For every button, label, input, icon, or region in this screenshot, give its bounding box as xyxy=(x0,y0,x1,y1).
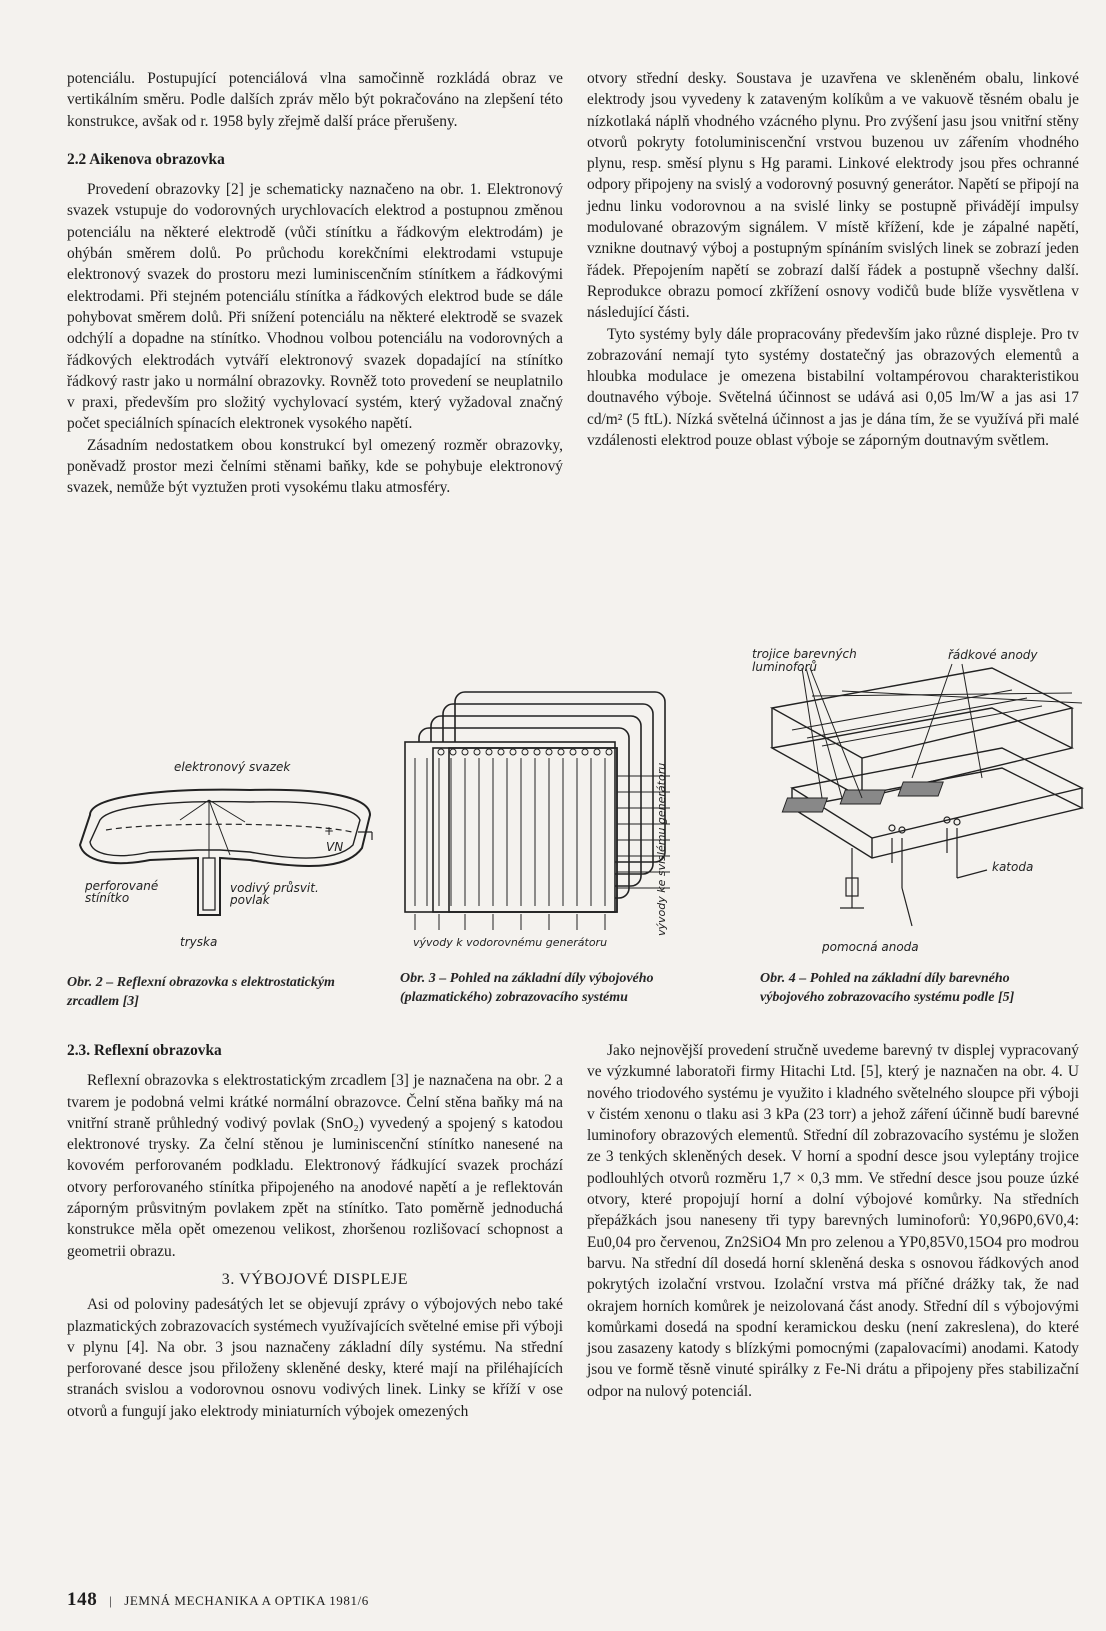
figure-2 xyxy=(70,760,370,960)
reflex-tube-drawing xyxy=(70,760,370,960)
label-phosphor-triple: trojice barevných luminoforů xyxy=(752,647,857,674)
label-plus: + xyxy=(324,824,335,838)
caption-fig-4: Obr. 4 – Pohled na základní díly barevného výbojového zobrazovacího systému podle [5] xyxy=(760,971,1015,1005)
section-heading-2-3: 2.3. Reflexní obrazovka xyxy=(67,1042,222,1059)
paragraph: Jako nejnovější provedení stručně uvedeme barevný tv displej vypracovaný ve výzkumné laboratoři firmy Hitachi Ltd. [5], který je naznačen na obr. 4. U nového triodového systému je využito i kladného světelného sloupce při výboji v čistém xenonu o tlaku asi 3 kPa (23 torr) a jehož záření účinně budí barevné luminofory obrazových elementů. Střední díl zobrazovacího systému je složen ze 3 tenkých skleněných desek. V horní a spodní desce jsou vyleptány trojice podlouhlých otvorů rozměru 1,7 × 0,3 mm. Ve střední desce jsou pouze úzké otvory, které propojují horní a dolní výbojové komůrky. Na středních přepážkách jsou naneseny tři typy barevných luminoforů: Y0,96P0,6V0,4: Eu0,04 pro červenou, Zn2SiO4 Mn pro zelenou a YP0,85V0,15O4 pro modrou barvu. Na střední díl dosedá horní skleněná deska s osnovou řádkových anod pokrytých izolační vrstvou. Izolační vrstva má příčné drážky tak, že nad okrajem horních komůrek je neizolovaná část anody. Střední díl s výbojovými komůrkami dosedá na spodní keramickou desku (není zakreslena), do které jsou zasazeny katody s blízkými pomocnými (zapalovacími) anodami. Katody jsou ve formě těsně vinuté spirálky z Fe-Ni drátu a připojeny přes stabilizační odpor na nulový potenciál. xyxy=(587,1042,1079,1400)
label-horizontal-generator: vývody k vodorovnému generátoru xyxy=(413,936,608,949)
paragraph: otvory střední desky. Soustava je uzavřena ve skleněném obalu, linkové elektrody jsou vyvedeny k zataveným kolíkům a ve vakuově těsném obalu je nízkotlaká náplň vhodného vzácného plynu. Pro zvýšení jasu jsou vnitřní stěny otvorů pokryty fotoluminiscenční vrstvou buzenou uv zářením vhodného plynu, resp. směsí plynu s Hg parami. Linkové elektrody jsou přes ochranné odpory připojeny na svislý a vodorovný posuvný generátor. Napětí se připojí na jednu linku vodorovnou a na svislé linky se postupně přivádějí impulsy modulované obrazovým signálem. V místě křížení, kde je zápalné napětí, vznikne doutnavý výboj a postupným spínáním svislých linek se zobrazí jeden řádek. Přepojením napětí se zobrazí další řádek a postupně všechny další. Reprodukce obrazu pomocí zkřížení osnovy vodičů bude blíže vysvětlena v následující části. xyxy=(587,70,1079,322)
caption-fig-2: Obr. 2 – Reflexní obrazovka s elektrostatickým zrcadlem [3] xyxy=(67,975,335,1009)
color-plasma-drawing xyxy=(752,648,1092,966)
label-row-anodes: řádkové anody xyxy=(948,648,1038,662)
right-column-bottom xyxy=(587,1040,1079,1402)
page-number: 148 xyxy=(67,1589,98,1610)
label-screen: perforované stínítko xyxy=(85,879,159,905)
label-beam: elektronový svazek xyxy=(174,760,291,774)
label-coat: vodivý průsvit. povlak xyxy=(230,881,319,907)
section-heading-3: 3. VÝBOJOVÉ DISPLEJE xyxy=(221,1270,409,1288)
paragraph: Asi od poloviny padesátých let se objevují zprávy o výbojových nebo také plazmatických zobrazovacích systémech využívajících světelné emise při výboji v plynu [4]. Na obr. 3 jsou naznačeny základní díly systému. Na střední perforované desce jsou přiloženy skleněné desky, které mají na přiléhajících stranách svislou a vodorovnou osnovu vodivých linek. Linky se kříží v ose otvorů a fungují jako elektrody miniaturních výbojek omezených xyxy=(67,1296,563,1420)
label-gun: tryska xyxy=(180,935,218,949)
label-cathode: katoda xyxy=(992,860,1034,874)
page-footer: 148 | JEMNÁ MECHANIKA A OPTIKA 1981/6 xyxy=(67,1589,369,1610)
caption-fig-3: Obr. 3 – Pohled na základní díly výbojového (plazmatického) zobrazovacího systému xyxy=(400,971,654,1005)
left-column-bottom xyxy=(67,1040,563,1422)
paragraph: Tyto systémy byly dále propracovány především jako různé displeje. Pro tv zobrazování nemají tyto systémy dostatečný jas obrazových elementů a hloubka modulace je omezena bistabilní voltampérovou charakteristikou doutnavého výboje. Světelná účinnost se udává asi 0,05 lm/W a jas asi 17 cd/m² (5 ftL). Nízká světelná účinnost a jas je dána tím, že se využívá při malé vzdálenosti elektrod pouze oblast výboje se záporným doutnavým světlem. xyxy=(587,325,1079,450)
journal-name: JEMNÁ MECHANIKA A OPTIKA 1981/6 xyxy=(124,1593,369,1608)
paragraph: potenciálu. Postupující potenciálová vlna samočinně rozkládá obraz ve vertikálním směru. Podle dalších zpráv mělo být pokračováno na zlepšení této konstrukce, avšak od r. 1958 byly zřejmě další práce přerušeny. xyxy=(67,70,563,130)
left-column-top xyxy=(67,68,563,499)
plasma-display-drawing xyxy=(395,686,735,954)
section-heading-2-2: 2.2 Aikenova obrazovka xyxy=(67,150,225,168)
label-aux-anode: pomocná anoda xyxy=(822,940,919,954)
label-vertical-generator: vývody ke svislému generátoru xyxy=(655,762,668,936)
paragraph: Zásadním nedostatkem obou konstrukcí byl omezený rozměr obrazovky, poněvadž prostor mezi čelními stěnami baňky, kde se pohybuje elektronový svazek, nemůže být vyztužen proti vysokému tlaku atmosféry. xyxy=(67,436,563,497)
paragraph: Reflexní obrazovka s elektrostatickým zrcadlem [3] je naznačena na obr. 2 a tvarem je podobná velmi krátké normální obrazovce. Čelní stěna baňky má na vnitřní straně průhledný vodivý povlak (SnO₂) vyvedený a spojený s katodou elektronové trysky. Za čelní stěnou je luminiscenční stínítko nanesené na kovovém perforovaném podkladu. Elektronový řádkující svazek prochází otvory perforovaného stínítka připojeného na anodové napětí a je reflektován záporným průsvitným povlakem zpět na stínítko. Tato poměrně jednoduchá konstrukce měla opět omezenou velikost, zhoršenou rozlišovací schopnost a geometrii obrazu. xyxy=(67,1072,563,1260)
figure-3 xyxy=(395,686,735,954)
figure-4 xyxy=(752,648,1092,966)
right-column-top xyxy=(587,68,1079,451)
paragraph: Provedení obrazovky [2] je schematicky naznačeno na obr. 1. Elektronový svazek vstupuje do vodorovných urychlovacích elektrod a postupnou změnou potenciálu na některé elektrodě (vůči stínítku a řádkovým elektrodám) je ohýbán směrem dolů. Po průchodu korekčními elektrodami vstupuje elektronový svazek do prostoru mezi luminiscenčním stínítkem a řádkovými elektrodami. Při stejném potenciálu stínítka a řádkových elektrod bude se dále pohybovat směrem dolů. Při snížení potenciálu na některé elektrodě se svazek odchýlí a dopadne na stínítko. Vhodnou volbou potenciálu na vodorovných a řádkových elektrodách vytváří elektronový svazek dopadající na stínítko řádkový rastr jako u normální obrazovky. Rovněž toto provedení se neuplatnilo v praxi, především pro složitý vychylovací systém, který vyžadoval značný počet speciálních spínacích elektronek vysokého napětí. xyxy=(67,181,563,433)
label-vn: VN xyxy=(326,840,344,854)
